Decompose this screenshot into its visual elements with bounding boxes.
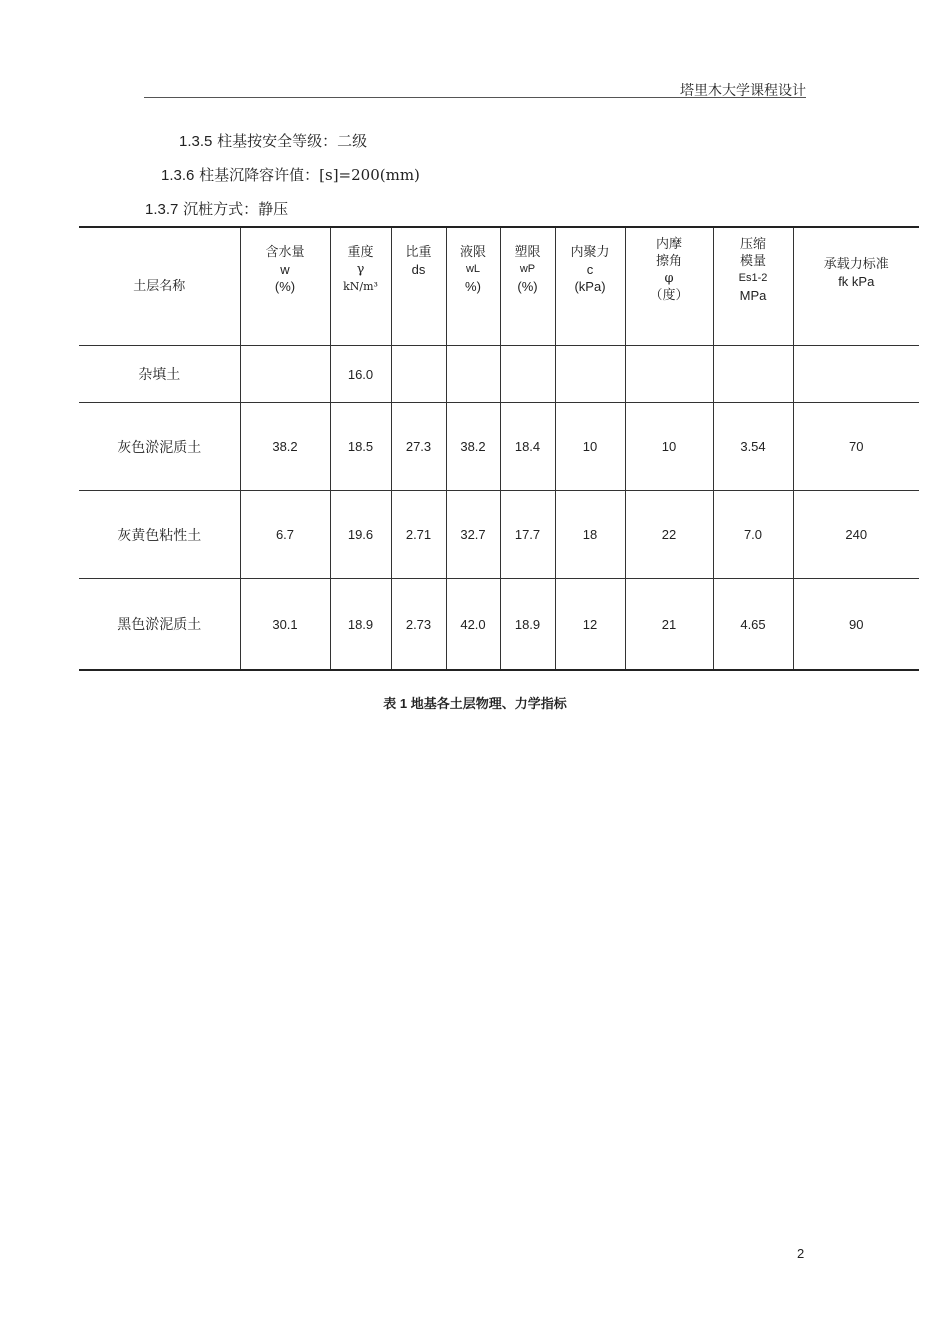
cell-friction-angle: 21 (625, 579, 713, 671)
table-row (79, 346, 919, 403)
cell-unit-weight: 16.0 (330, 346, 391, 403)
item-1-3-6: 1.3.6 柱基沉降容许值：[s]=200(mm) (161, 166, 420, 184)
header-liquid-limit: 液限 wL %) (446, 227, 500, 346)
header-specific-gravity: 比重 ds (391, 227, 446, 346)
cell-bearing-capacity (793, 346, 919, 403)
cell-water-content: 38.2 (240, 403, 330, 491)
header-bearing-capacity: 承载力标准 fk kPa (793, 227, 919, 346)
cell-water-content: 30.1 (240, 579, 330, 671)
cell-specific-gravity: 27.3 (391, 403, 446, 491)
cell-specific-gravity: 2.71 (391, 491, 446, 579)
cell-friction-angle: 10 (625, 403, 713, 491)
cell-liquid-limit: 32.7 (446, 491, 500, 579)
cell-liquid-limit (446, 346, 500, 403)
cell-soil-name: 灰色淤泥质土 (79, 403, 240, 491)
cell-specific-gravity (391, 346, 446, 403)
cell-soil-name: 黑色淤泥质土 (79, 579, 240, 671)
cell-bearing-capacity: 90 (793, 579, 919, 671)
table-row (79, 403, 919, 491)
cell-cohesion: 10 (555, 403, 625, 491)
cell-compression-modulus: 7.0 (713, 491, 793, 579)
soil-properties-table (79, 226, 919, 671)
cell-liquid-limit: 38.2 (446, 403, 500, 491)
cell-water-content: 6.7 (240, 491, 330, 579)
cell-cohesion: 18 (555, 491, 625, 579)
page-number: 2 (797, 1246, 805, 1261)
cell-bearing-capacity: 70 (793, 403, 919, 491)
cell-unit-weight: 18.9 (330, 579, 391, 671)
item-1-3-5: 1.3.5 柱基按安全等级：二级 (179, 132, 368, 150)
table-row (79, 579, 919, 671)
cell-compression-modulus: 4.65 (713, 579, 793, 671)
cell-plastic-limit (500, 346, 555, 403)
cell-cohesion (555, 346, 625, 403)
cell-unit-weight: 19.6 (330, 491, 391, 579)
cell-soil-name: 灰黄色粘性土 (79, 491, 240, 579)
cell-plastic-limit: 17.7 (500, 491, 555, 579)
cell-specific-gravity: 2.73 (391, 579, 446, 671)
cell-friction-angle (625, 346, 713, 403)
header-water-content: 含水量 w (%) (240, 227, 330, 346)
cell-plastic-limit: 18.9 (500, 579, 555, 671)
header-compression-modulus: 压缩 模量 Es1-2 MPa (713, 227, 793, 346)
cell-water-content (240, 346, 330, 403)
header-cohesion: 内聚力 c (kPa) (555, 227, 625, 346)
cell-plastic-limit: 18.4 (500, 403, 555, 491)
table-row (79, 491, 919, 579)
cell-friction-angle: 22 (625, 491, 713, 579)
header-friction-angle: 内摩 擦角 φ （度） (625, 227, 713, 346)
header-soil-layer-name: 土层名称 (79, 227, 240, 346)
cell-liquid-limit: 42.0 (446, 579, 500, 671)
table-header-row (79, 227, 919, 346)
header-title: 塔里木大学课程设计 (680, 83, 806, 99)
header-rule (144, 97, 806, 98)
cell-compression-modulus: 3.54 (713, 403, 793, 491)
header-unit-weight: 重度 γ kN/m³ (330, 227, 391, 346)
item-1-3-7: 1.3.7 沉桩方式：静压 (145, 200, 289, 218)
cell-unit-weight: 18.5 (330, 403, 391, 491)
header-plastic-limit: 塑限 wP (%) (500, 227, 555, 346)
cell-bearing-capacity: 240 (793, 491, 919, 579)
cell-compression-modulus (713, 346, 793, 403)
table-caption: 表 1 地基各土层物理、力学指标 (383, 696, 567, 711)
cell-soil-name: 杂填土 (79, 346, 240, 403)
cell-cohesion: 12 (555, 579, 625, 671)
